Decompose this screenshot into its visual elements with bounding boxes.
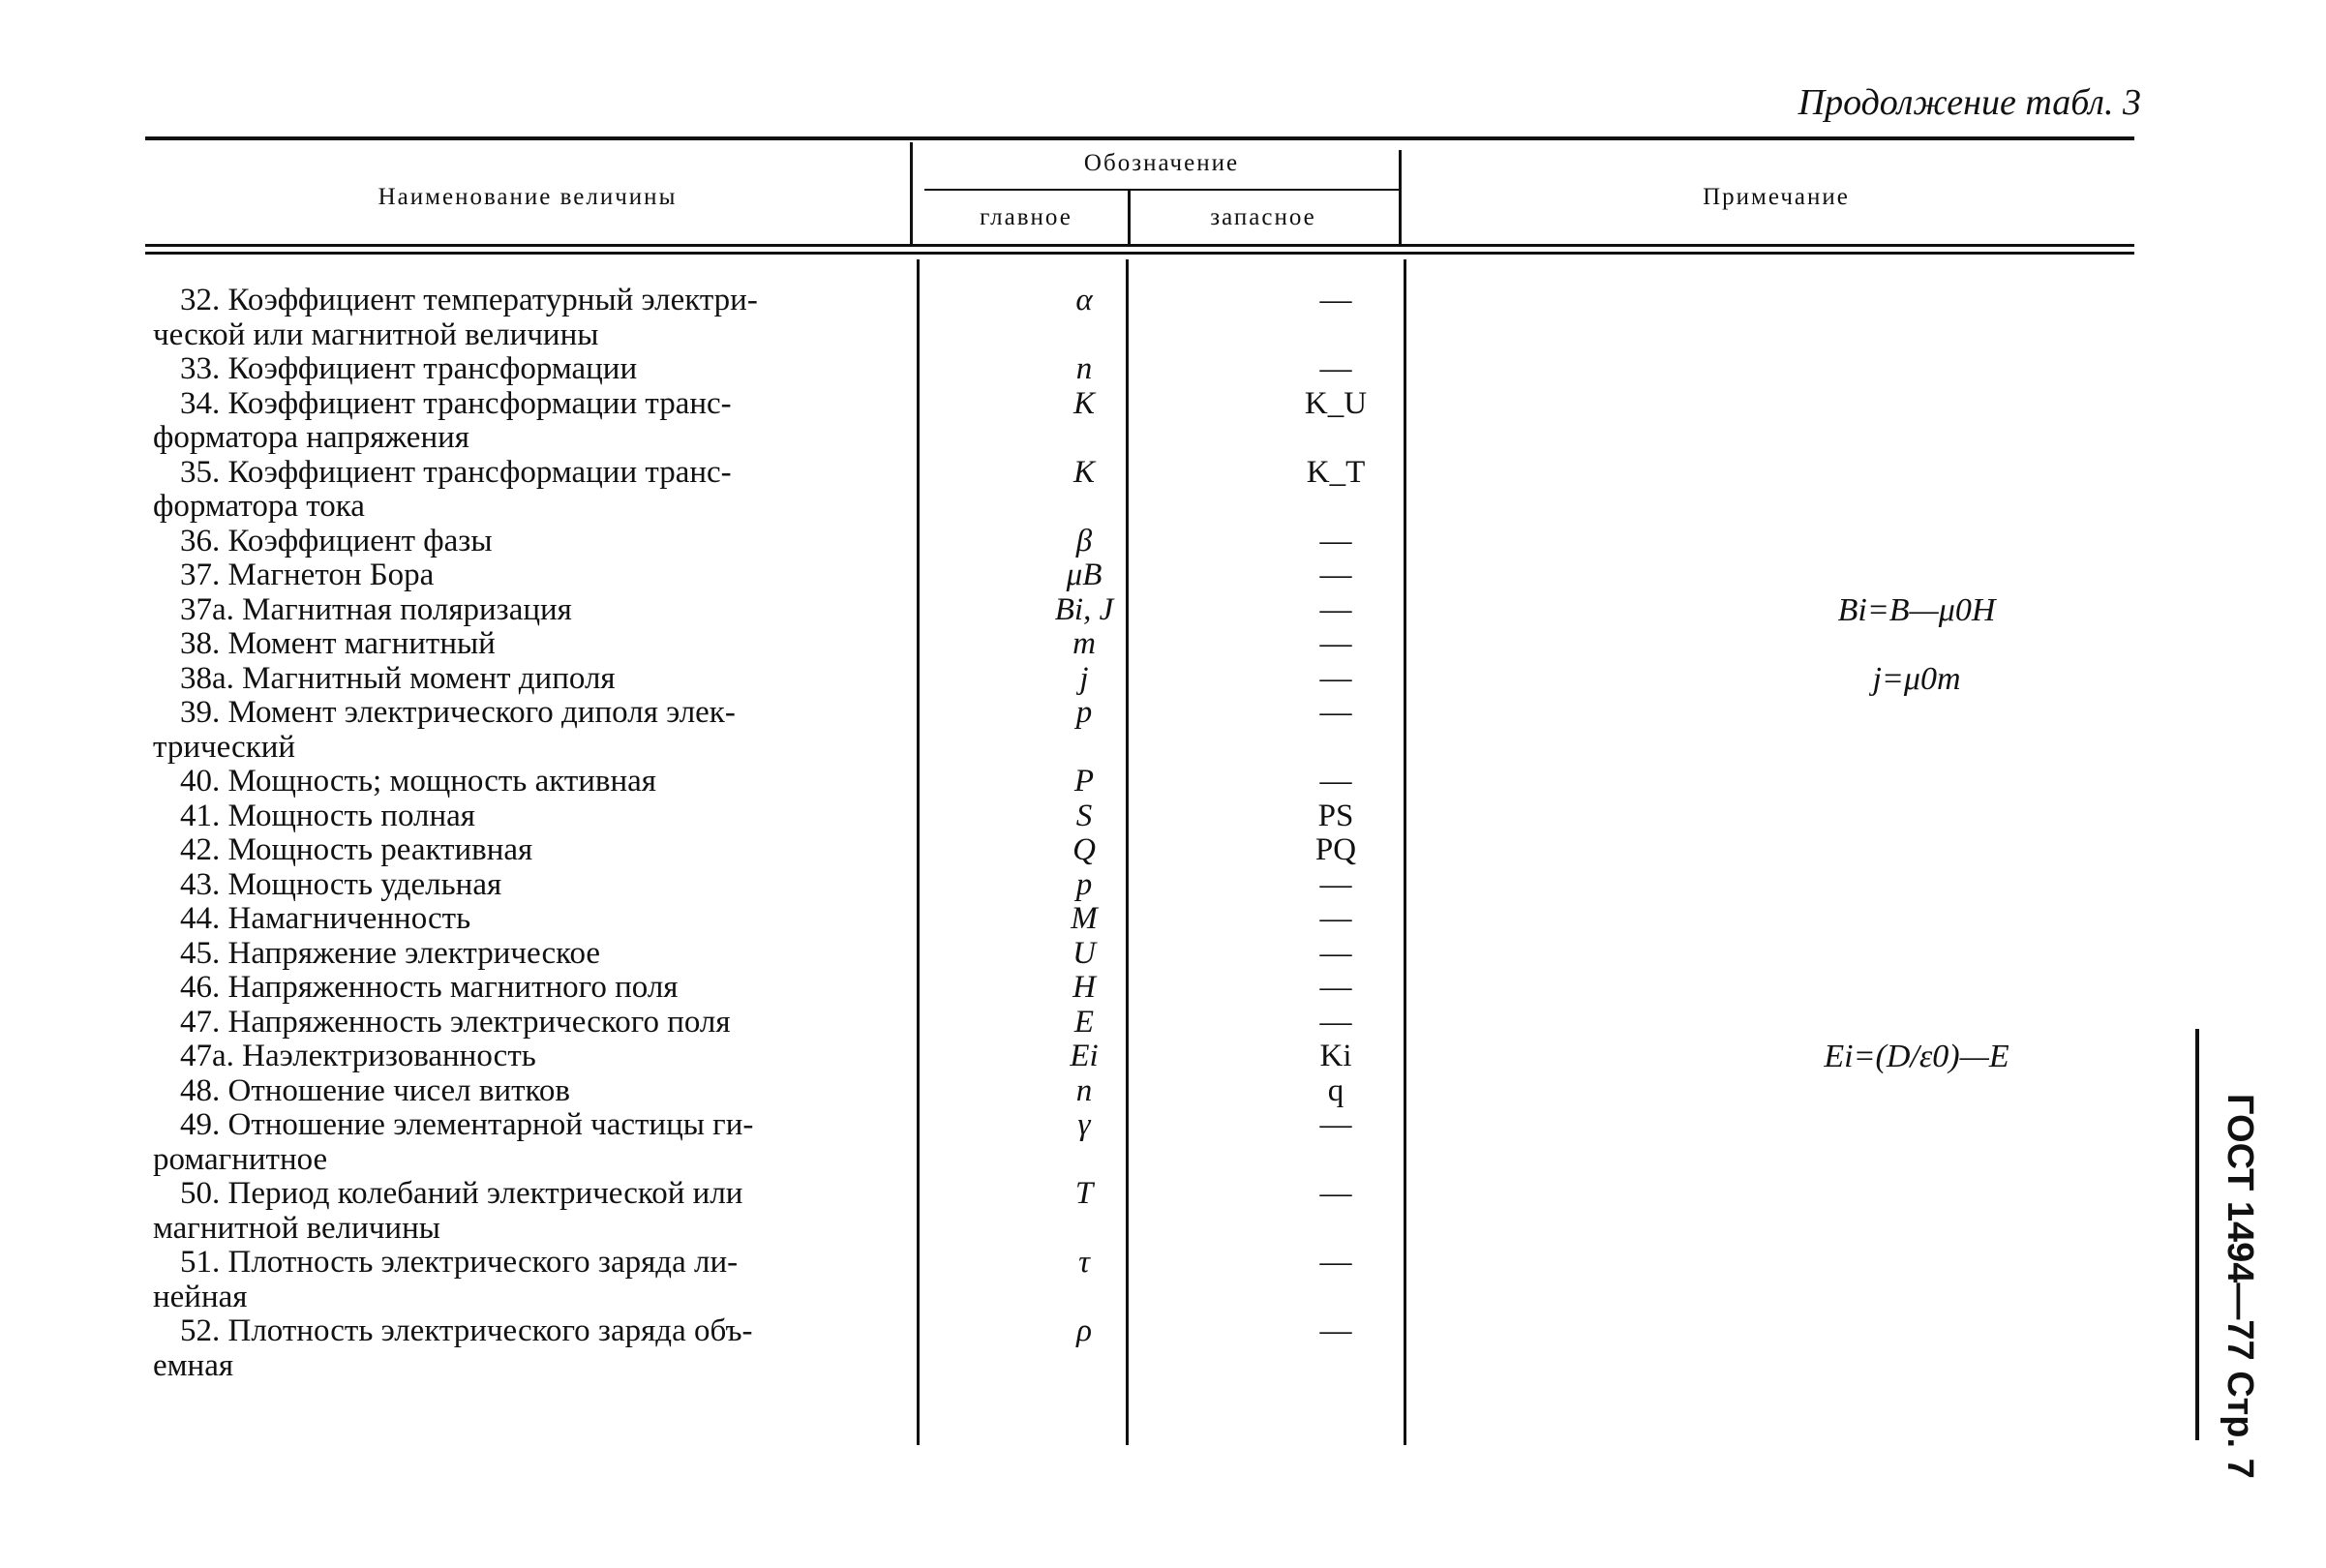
header-divider-3	[1399, 150, 1402, 244]
main-symbol: E	[1073, 1004, 1095, 1040]
quantity-name	[153, 765, 1024, 799]
side-document-label: ГОСТ 1494—77 Стр. 7	[2220, 1094, 2260, 1479]
main-symbol: T	[1074, 1176, 1094, 1211]
quantity-name	[153, 1314, 1024, 1383]
quantity-name-line: 40. Мощность; мощность активная	[180, 764, 656, 799]
quantity-name	[153, 593, 1024, 628]
quantity-name-line: 37. Магнетон Бора	[180, 558, 435, 592]
quantity-name	[153, 1246, 1024, 1314]
table-row	[145, 352, 1888, 387]
main-symbol: K	[1072, 454, 1095, 490]
quantity-name	[153, 1040, 1024, 1074]
main-symbol: γ	[1077, 1107, 1091, 1142]
quantity-name-line: 38а. Магнитный момент диполя	[180, 660, 616, 696]
alt-symbol: —	[1319, 660, 1352, 696]
quantity-name-line: форматора напряжения	[153, 420, 469, 455]
table-row	[145, 1108, 1888, 1177]
quantity-name-line: ромагнитное	[153, 1141, 328, 1177]
main-symbol: n	[1075, 351, 1093, 386]
main-symbol: M	[1071, 901, 1098, 936]
table-row	[145, 1074, 1888, 1109]
alt-symbol: —	[1319, 901, 1352, 936]
header-divider-2	[1128, 191, 1131, 244]
table-row	[145, 627, 1888, 662]
quantity-name	[153, 971, 1024, 1006]
alt-symbol: —	[1319, 523, 1352, 558]
table-row	[145, 1177, 1888, 1246]
alt-symbol: —	[1319, 283, 1352, 317]
header-main: главное	[980, 204, 1072, 230]
quantity-name-line: 38. Момент магнитный	[180, 626, 496, 661]
alt-symbol: —	[1319, 764, 1352, 799]
main-symbol: U	[1072, 935, 1096, 971]
table-row	[145, 456, 1888, 525]
quantity-name-line: 39. Момент электрического диполя элек-	[180, 695, 736, 730]
quantity-name-line: 47. Напряженность электрического поля	[180, 1004, 731, 1040]
table-row	[145, 1314, 1888, 1383]
quantity-name-line: 41. Мощность полная	[180, 798, 475, 833]
quantity-name	[153, 284, 1024, 352]
quantity-name	[153, 352, 1024, 387]
header-note: Примечание	[1703, 184, 1850, 210]
quantity-name	[153, 662, 1024, 697]
main-symbol: Ei	[1070, 1039, 1099, 1073]
table-row	[145, 833, 1888, 868]
alt-symbol: PQ	[1314, 832, 1357, 867]
continuation-label: Продолжение табл. 3	[1797, 82, 2141, 123]
alt-symbol: —	[1319, 591, 1352, 627]
alt-symbol: Ki	[1319, 1039, 1352, 1073]
quantity-name-line: 47а. Наэлектризованность	[180, 1039, 536, 1073]
quantity-name-line: 42. Мощность реактивная	[180, 832, 533, 867]
quantity-name-line: 34. Коэффициент трансформации транс-	[180, 385, 732, 421]
main-symbol: m	[1072, 626, 1096, 661]
table-row	[145, 525, 1888, 559]
table-row	[145, 591, 1996, 628]
main-symbol: α	[1075, 283, 1093, 317]
quantity-name-line: 43. Мощность удельная	[180, 866, 502, 902]
main-symbol: Q	[1072, 832, 1096, 867]
quantity-name-line: 45. Напряжение электрическое	[180, 935, 600, 971]
main-symbol: j	[1079, 660, 1089, 696]
main-symbol: P	[1073, 764, 1095, 799]
quantity-name	[153, 799, 1024, 834]
main-symbol: μB	[1066, 558, 1103, 592]
alt-symbol: —	[1319, 1313, 1352, 1348]
main-symbol: τ	[1078, 1245, 1090, 1280]
table-row	[145, 971, 1888, 1006]
quantity-name	[153, 696, 1024, 765]
alt-symbol: K_T	[1306, 454, 1366, 490]
main-symbol: β	[1075, 523, 1093, 558]
alt-symbol: —	[1319, 1107, 1352, 1142]
quantity-name	[153, 627, 1024, 662]
quantity-name-line: 36. Коэффициент фазы	[180, 523, 493, 558]
alt-symbol: —	[1319, 970, 1352, 1005]
table-row	[145, 558, 1888, 593]
table-row	[145, 868, 1888, 903]
quantity-name-line: 48. Отношение чисел витков	[180, 1072, 570, 1108]
alt-symbol: —	[1319, 1004, 1352, 1040]
alt-symbol: —	[1319, 626, 1352, 661]
note: j=μ0m	[1872, 660, 1961, 697]
quantity-name-line: 32. Коэффициент температурный электри-	[180, 283, 758, 317]
table-row	[145, 1039, 2009, 1074]
note: Ei=(D/ε0)—E	[1824, 1039, 2009, 1074]
quantity-name-line: 44. Намагниченность	[180, 901, 471, 936]
quantity-name-line: 35. Коэффициент трансформации транс-	[180, 454, 732, 490]
quantity-name	[153, 937, 1024, 972]
quantity-name	[153, 902, 1024, 937]
header-designation: Обозначение	[1083, 150, 1240, 176]
table-row	[145, 284, 1888, 352]
side-rule	[2195, 1029, 2199, 1440]
note: Bi=B—μ0H	[1837, 591, 1996, 628]
quantity-name-line: 46. Напряженность магнитного поля	[180, 970, 679, 1005]
main-symbol: S	[1075, 798, 1093, 833]
header-sub-rule	[924, 189, 1399, 191]
quantity-name-line: форматора тока	[153, 489, 365, 524]
alt-symbol: —	[1319, 351, 1352, 386]
quantity-name	[153, 868, 1024, 903]
main-symbol: ρ	[1076, 1313, 1092, 1348]
main-symbol: K	[1072, 385, 1095, 421]
alt-symbol: —	[1319, 695, 1352, 730]
main-symbol: p	[1075, 866, 1093, 902]
table-row	[145, 660, 1961, 697]
quantity-name-line: 49. Отношение элементарной частицы ги-	[180, 1107, 754, 1142]
quantity-name	[153, 525, 1024, 559]
table-row	[145, 387, 1888, 456]
quantity-name	[153, 456, 1024, 525]
header-name: Наименование величины	[378, 184, 678, 210]
quantity-name	[153, 558, 1024, 593]
quantity-name-line: магнитной величины	[153, 1210, 440, 1246]
quantity-name-line: 50. Период колебаний электрической или	[180, 1176, 743, 1211]
table-row	[145, 902, 1888, 937]
quantity-name	[153, 1177, 1024, 1246]
table-row	[145, 1006, 1888, 1040]
quantity-name-line: 51. Плотность электрического заряда ли-	[180, 1245, 739, 1280]
main-symbol: H	[1072, 970, 1096, 1005]
table-row	[145, 696, 1888, 765]
quantity-name	[153, 833, 1024, 868]
quantity-name-line: 52. Плотность электрического заряда объ-	[180, 1313, 753, 1348]
table-top-rule	[145, 136, 2134, 140]
main-symbol: Bi, J	[1054, 591, 1114, 627]
alt-symbol: K_U	[1304, 385, 1368, 421]
quantity-name-line: 33. Коэффициент трансформации	[180, 351, 638, 386]
main-symbol: p	[1075, 695, 1093, 730]
quantity-name	[153, 1006, 1024, 1040]
alt-symbol: PS	[1317, 798, 1354, 833]
quantity-name	[153, 1074, 1024, 1109]
quantity-name	[153, 1108, 1024, 1177]
alt-symbol: —	[1319, 1176, 1352, 1211]
table-row	[145, 765, 1888, 799]
header-alt: запасное	[1210, 204, 1316, 230]
table-row	[145, 1246, 1888, 1314]
quantity-name-line: ческой или магнитной величины	[153, 317, 599, 352]
main-symbol: n	[1075, 1072, 1093, 1108]
alt-symbol: —	[1319, 935, 1352, 971]
header-double-rule-1	[145, 244, 2134, 247]
alt-symbol: —	[1319, 558, 1352, 592]
header-divider-1	[910, 142, 913, 244]
header-double-rule-2	[145, 252, 2134, 255]
table-row	[145, 937, 1888, 972]
quantity-name	[153, 387, 1024, 456]
quantity-name-line: нейная	[153, 1279, 248, 1314]
quantity-name-line: трический	[153, 729, 296, 765]
table-row	[145, 799, 1888, 834]
quantity-name-line: емная	[153, 1347, 234, 1383]
quantity-name-line: 37а. Магнитная поляризация	[180, 591, 572, 627]
alt-symbol: —	[1319, 866, 1352, 902]
alt-symbol: q	[1327, 1072, 1344, 1108]
alt-symbol: —	[1319, 1245, 1352, 1280]
